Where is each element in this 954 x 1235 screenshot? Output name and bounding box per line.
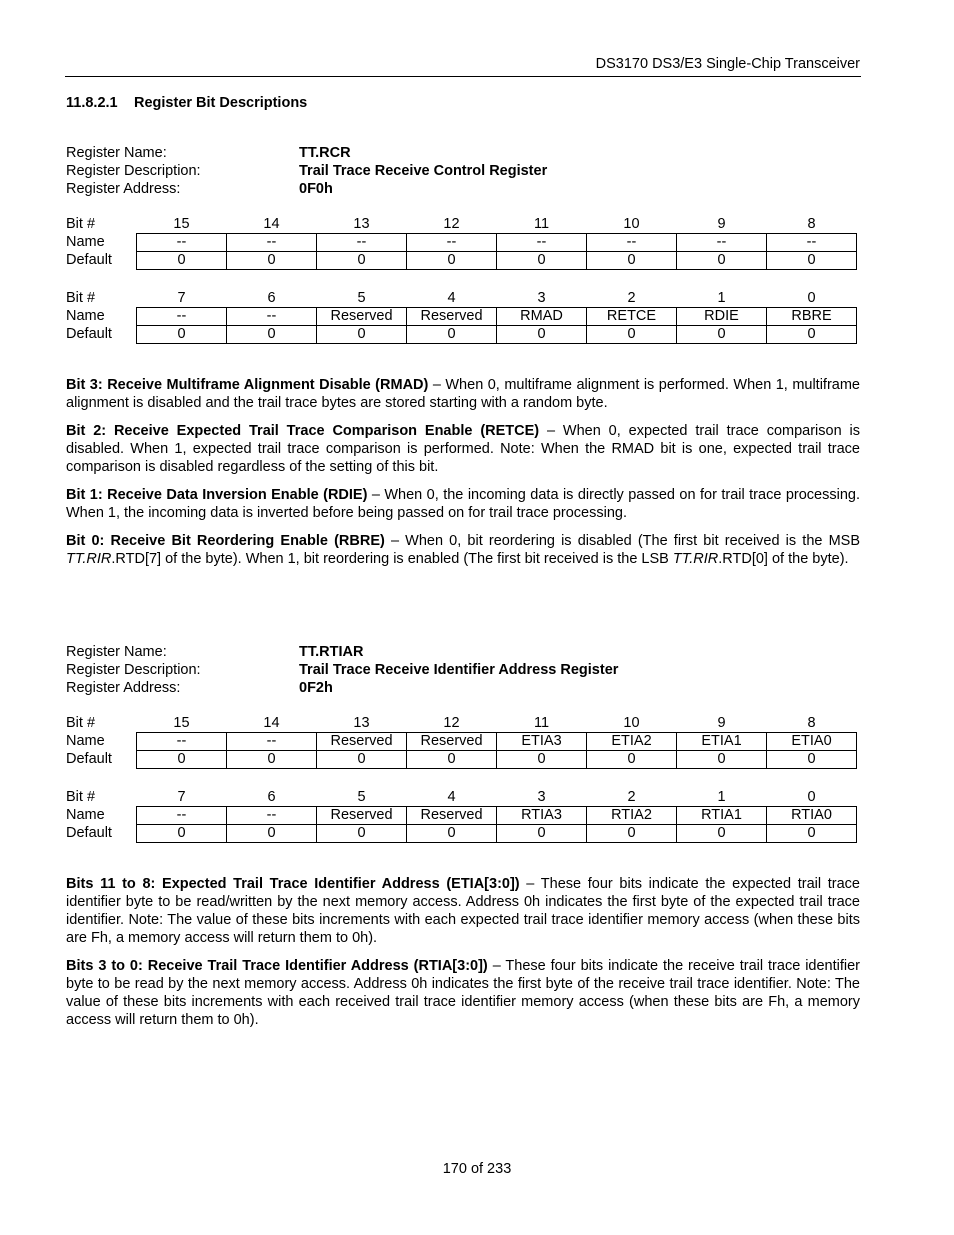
- bit-default: 0: [227, 326, 317, 344]
- bit-number: 10: [623, 715, 640, 731]
- register-ref: TT.RIR: [672, 551, 719, 567]
- bit-number: 5: [357, 789, 366, 805]
- bit-number-row: [66, 290, 857, 308]
- bit-name: --: [407, 234, 497, 252]
- bit-name: ETIA2: [587, 733, 677, 751]
- bit-default-row: [66, 751, 857, 769]
- bit-name: --: [767, 234, 857, 252]
- bit-number: 13: [353, 216, 370, 232]
- bit-name: --: [677, 234, 767, 252]
- bit-description-text: – These four bits indicate the expected trail trace identifier byte to be read/written by the next memory access. Address 0h indicates the first byte of the expected trail trace identifier. Note: The value of these bits increments with each expected trail trace identifier memory access (when these bits are Fh, a memory access will return them to 0h).: [66, 876, 860, 946]
- register-description-label: Register Description:: [66, 163, 201, 179]
- bit-number: 0: [807, 290, 816, 306]
- bit-default: 0: [587, 825, 677, 843]
- bit-name: --: [587, 234, 677, 252]
- bit-number: 3: [537, 789, 546, 805]
- bit-description-term: Bit 0: Receive Bit Reordering Enable (RBRE): [66, 533, 385, 549]
- bit-default: 0: [227, 751, 317, 769]
- bit-default: 0: [407, 252, 497, 270]
- bit-number: 9: [717, 715, 726, 731]
- bit-default: 0: [137, 751, 227, 769]
- row-label: Bit #: [66, 216, 96, 233]
- bit-description: [66, 957, 860, 1029]
- page-number: 170 of 233: [442, 1161, 512, 1177]
- bit-name-row: [66, 234, 857, 252]
- section-number: 11.8.2.1: [66, 95, 118, 111]
- bit-default: 0: [587, 252, 677, 270]
- bit-name: Reserved: [407, 308, 497, 326]
- bit-default-row: [66, 252, 857, 270]
- bit-number: 6: [267, 290, 276, 306]
- bit-name: ETIA0: [767, 733, 857, 751]
- register-description-value: Trail Trace Receive Control Register: [299, 163, 548, 179]
- bit-default: 0: [587, 751, 677, 769]
- register-name-label: Register Name:: [66, 644, 167, 660]
- bit-default: 0: [137, 326, 227, 344]
- register-name-value: TT.RCR: [299, 145, 351, 161]
- bit-description-text: – When 0, multiframe alignment is performed. When 1, multiframe alignment is disabled and the trail trace bytes are stored starting with a random byte.: [66, 377, 861, 411]
- bit-default: 0: [227, 825, 317, 843]
- register-info-tt-rtiar: [66, 643, 860, 697]
- bit-name: RMAD: [497, 308, 587, 326]
- bit-description: [66, 532, 860, 568]
- bit-default: 0: [137, 252, 227, 270]
- bit-default: 0: [497, 751, 587, 769]
- register-name-label: Register Name:: [66, 145, 167, 161]
- bit-number: 11: [533, 216, 550, 232]
- section-heading: [66, 95, 307, 111]
- bit-number: 4: [447, 290, 456, 306]
- bit-number: 2: [627, 290, 636, 306]
- register-info-tt-rcr: [66, 144, 860, 198]
- register-address-label: Register Address:: [66, 680, 181, 696]
- bit-default-row: [66, 825, 857, 843]
- bit-name: ETIA1: [677, 733, 767, 751]
- bit-name: RTIA0: [767, 807, 857, 825]
- bit-number-row: [66, 789, 857, 807]
- bit-description-term: Bits 11 to 8: Expected Trail Trace Identifier Address (ETIA[3:0]): [66, 876, 520, 892]
- bit-number: 10: [623, 216, 640, 232]
- bit-number: 7: [177, 290, 186, 306]
- bit-number: 11: [533, 715, 550, 731]
- bit-default: 0: [497, 825, 587, 843]
- bit-name: Reserved: [317, 807, 407, 825]
- bit-description-term: Bit 2: Receive Expected Trail Trace Comparison Enable (RETCE): [66, 423, 540, 439]
- bit-number: 0: [807, 789, 816, 805]
- row-label: Name: [66, 807, 105, 823]
- bit-number: 12: [443, 216, 460, 232]
- bit-default: 0: [587, 326, 677, 344]
- bit-default-row: [66, 326, 857, 344]
- bit-number: 2: [627, 789, 636, 805]
- bit-table-tt-rtiar-low: [66, 789, 857, 843]
- bit-name-row: [66, 308, 857, 326]
- bit-number: 8: [807, 216, 816, 232]
- bit-table-tt-rcr-high: [66, 216, 857, 270]
- register-description-value: Trail Trace Receive Identifier Address Register: [299, 662, 619, 678]
- row-label: Name: [66, 234, 105, 250]
- bit-default: 0: [317, 825, 407, 843]
- bit-number: 14: [263, 715, 280, 731]
- bit-description-text: – These four bits indicate the receive trail trace identifier byte to be read by the next memory access. Address 0h indicates the first byte of the receive trail trace identifier. Note: The value of these bits increments with each received trail trace identifier memory access (when these bits are Fh, a memory access will return them to 0h).: [66, 958, 861, 1028]
- bit-number: 4: [447, 789, 456, 805]
- bit-name: RTIA2: [587, 807, 677, 825]
- bit-number: 8: [807, 715, 816, 731]
- bit-name: RTIA1: [677, 807, 767, 825]
- register-address-value: 0F0h: [299, 181, 333, 197]
- bit-description: [66, 486, 860, 522]
- bit-number: 1: [717, 789, 726, 805]
- row-label: Default: [66, 252, 112, 268]
- bit-description-text: .RTD[0] of the byte).: [718, 551, 849, 567]
- row-label: Default: [66, 326, 112, 342]
- bit-description-term: Bit 1: Receive Data Inversion Enable (RDIE): [66, 487, 368, 503]
- bit-description-text: – When 0, expected trail trace comparison is disabled. When 1, expected trail trace comparison is performed. Note: When the RMAD bit is one, expected trail trace comparison is disabled regardless of the setting of this bit.: [66, 423, 860, 475]
- bit-default: 0: [497, 252, 587, 270]
- row-label: Default: [66, 751, 112, 767]
- header-rule: [65, 76, 861, 77]
- bit-default: 0: [767, 751, 857, 769]
- bit-default: 0: [767, 825, 857, 843]
- bit-name: --: [137, 807, 227, 825]
- row-label: Name: [66, 733, 105, 749]
- bit-default: 0: [317, 326, 407, 344]
- bit-number: 1: [717, 290, 726, 306]
- bit-name-row: [66, 733, 857, 751]
- bit-number: 15: [173, 216, 190, 232]
- bit-table-tt-rcr-low: [66, 290, 857, 344]
- row-label: Bit #: [66, 789, 96, 806]
- bit-description-term: Bits 3 to 0: Receive Trail Trace Identifier Address (RTIA[3:0]): [66, 958, 488, 974]
- bit-name: RETCE: [587, 308, 677, 326]
- bit-default: 0: [767, 252, 857, 270]
- bit-name: --: [227, 234, 317, 252]
- bit-default: 0: [677, 825, 767, 843]
- bit-default: 0: [497, 326, 587, 344]
- bit-name: --: [137, 733, 227, 751]
- register-ref: TT.RIR: [66, 551, 112, 567]
- bit-default: 0: [407, 825, 497, 843]
- bit-name: --: [497, 234, 587, 252]
- bit-default: 0: [767, 326, 857, 344]
- row-label: Default: [66, 825, 112, 841]
- bit-default: 0: [677, 252, 767, 270]
- row-label: Bit #: [66, 290, 96, 307]
- bit-default: 0: [317, 751, 407, 769]
- page-header-title: DS3170 DS3/E3 Single-Chip Transceiver: [595, 56, 860, 72]
- bit-descriptions-tt-rtiar: [66, 875, 860, 1039]
- bit-number: 9: [717, 216, 726, 232]
- bit-number: 6: [267, 789, 276, 805]
- bit-name: --: [227, 807, 317, 825]
- bit-default: 0: [407, 326, 497, 344]
- bit-description: [66, 422, 860, 476]
- bit-number-row: [66, 216, 857, 234]
- bit-name: --: [137, 234, 227, 252]
- bit-description-text: – When 0, the incoming data is directly passed on for trail trace processing. When 1, the incoming data is inverted before being passed on for trail trace processing.: [66, 487, 860, 521]
- bit-number: 5: [357, 290, 366, 306]
- bit-name: ETIA3: [497, 733, 587, 751]
- bit-number: 14: [263, 216, 280, 232]
- bit-number: 7: [177, 789, 186, 805]
- register-address-value: 0F2h: [299, 680, 333, 696]
- bit-name: Reserved: [407, 733, 497, 751]
- bit-name: RBRE: [767, 308, 857, 326]
- bit-number: 12: [443, 715, 460, 731]
- bit-description: [66, 875, 860, 947]
- bit-number: 3: [537, 290, 546, 306]
- row-label: Bit #: [66, 715, 96, 732]
- bit-default: 0: [317, 252, 407, 270]
- bit-descriptions-tt-rcr: [66, 376, 860, 578]
- bit-name-row: [66, 807, 857, 825]
- bit-table-tt-rtiar-high: [66, 715, 857, 769]
- bit-name: Reserved: [407, 807, 497, 825]
- bit-name: Reserved: [317, 733, 407, 751]
- bit-default: 0: [137, 825, 227, 843]
- bit-number: 15: [173, 715, 190, 731]
- bit-number-row: [66, 715, 857, 733]
- bit-name: RDIE: [677, 308, 767, 326]
- bit-name: Reserved: [317, 308, 407, 326]
- bit-name: --: [227, 308, 317, 326]
- row-label: Name: [66, 308, 105, 324]
- bit-default: 0: [407, 751, 497, 769]
- bit-name: --: [137, 308, 227, 326]
- bit-description-term: Bit 3: Receive Multiframe Alignment Disable (RMAD): [66, 377, 429, 393]
- bit-default: 0: [227, 252, 317, 270]
- bit-default: 0: [677, 326, 767, 344]
- bit-description-text: – When 0, bit reordering is disabled (The first bit received is the MSB: [384, 533, 861, 549]
- bit-name: --: [227, 733, 317, 751]
- bit-number: 13: [353, 715, 370, 731]
- bit-description-text: .RTD[7] of the byte). When 1, bit reordering is enabled (The first bit received is the LSB: [111, 551, 673, 567]
- section-title: Register Bit Descriptions: [134, 95, 308, 111]
- bit-default: 0: [677, 751, 767, 769]
- register-name-value: TT.RTIAR: [299, 644, 364, 660]
- register-description-label: Register Description:: [66, 662, 201, 678]
- register-address-label: Register Address:: [66, 181, 181, 197]
- bit-description: [66, 376, 860, 412]
- bit-name: --: [317, 234, 407, 252]
- bit-name: RTIA3: [497, 807, 587, 825]
